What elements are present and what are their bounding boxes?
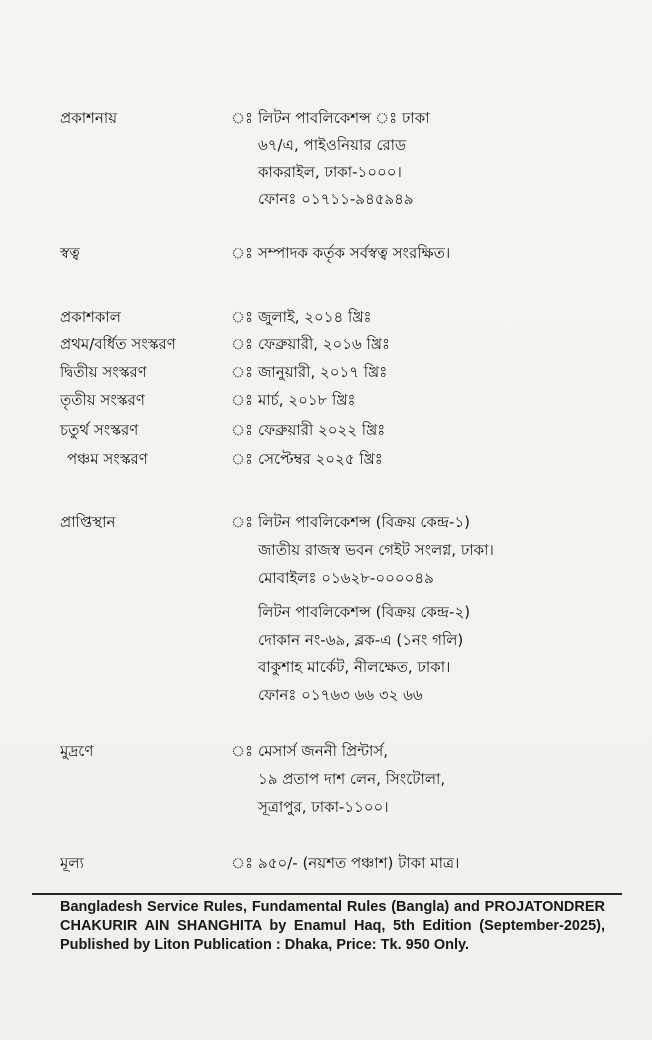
availability-label: প্রাপ্তিস্থান <box>60 513 116 531</box>
english-imprint-note: Bangladesh Service Rules, Fundamental Rules (Bangla) and PROJATONDRER CHAKURIR AIN SHANGHITA by Enamul Haq, 5th Edition (September-2025), Published by Liton Publication : Dhaka, Price: Tk. 950 Only. <box>60 899 605 953</box>
sales-center-2-phone: ফোনঃ ০১৭৬৩ ৬৬ ৩২ ৬৬ <box>258 686 423 704</box>
edition-label: পঞ্চম সংস্করণ <box>67 450 148 468</box>
rights-label: স্বত্ব <box>60 244 80 262</box>
edition-label: প্রকাশকাল <box>60 308 121 326</box>
sales-center-1-address: জাতীয় রাজস্ব ভবন গেইট সংলগ্ন, ঢাকা। <box>258 541 494 559</box>
edition-label: দ্বিতীয় সংস্করণ <box>60 363 147 381</box>
edition-date: সেপ্টেম্বর ২০২৫ খ্রিঃ <box>258 450 383 468</box>
edition-date: জুলাই, ২০১৪ খ্রিঃ <box>258 308 372 326</box>
edition-date: ফেব্রুয়ারী, ২০১৬ খ্রিঃ <box>258 335 390 353</box>
printer-address-text: ১৯ প্রতাপ দাশ লেন, সিংটোলা, <box>258 770 446 788</box>
colon-separator: ঃ <box>231 513 254 531</box>
colon-separator: ঃ <box>231 742 254 760</box>
colon-separator: ঃ <box>231 391 254 409</box>
publisher-label: প্রকাশনায় <box>60 109 118 127</box>
edition-date: জানুয়ারী, ২০১৭ খ্রিঃ <box>258 363 388 381</box>
sales-center-2-market: বাকুশাহ মার্কেট, নীলক্ষেত, ঢাকা। <box>258 658 451 676</box>
publisher-address-text: কাকরাইল, ঢাকা-১০০০। <box>258 163 402 181</box>
publisher-phone-text: ফোনঃ ০১৭১১-৯৪৫৯৪৯ <box>258 190 414 208</box>
colon-separator: ঃ <box>231 308 254 326</box>
sales-center-2-title: লিটন পাবলিকেশন্স (বিক্রয় কেন্দ্র-২) <box>258 603 471 621</box>
edition-label: তৃতীয় সংস্করণ <box>60 391 145 409</box>
edition-date: মার্চ, ২০১৮ খ্রিঃ <box>258 391 356 409</box>
colon-separator: ঃ <box>231 450 254 468</box>
publisher-name: লিটন পাবলিকেশন্স ঃ ঢাকা <box>258 109 430 127</box>
printing-label: মুদ্রণে <box>60 742 94 760</box>
colon-separator: ঃ <box>231 363 254 381</box>
rights-value: সম্পাদক কর্তৃক সর্বস্বত্ব সংরক্ষিত। <box>258 244 451 262</box>
colon-separator: ঃ <box>231 109 254 127</box>
price-value: ৯৫০/- (নয়শত পঞ্চাশ) টাকা মাত্র। <box>258 854 460 872</box>
edition-date: ফেব্রুয়ারী ২০২২ খ্রিঃ <box>258 421 386 439</box>
colon-separator: ঃ <box>231 854 254 872</box>
sales-center-1-title: লিটন পাবলিকেশন্স (বিক্রয় কেন্দ্র-১) <box>258 513 471 531</box>
colon-separator: ঃ <box>231 244 254 262</box>
printer-name: মেসার্স জননী প্রিন্টার্স, <box>258 742 389 760</box>
colon-separator: ঃ <box>231 421 254 439</box>
colon-separator: ঃ <box>231 335 254 353</box>
edition-label: চতুর্থ সংস্করণ <box>60 421 139 439</box>
edition-label: প্রথম/বর্ধিত সংস্করণ <box>60 335 176 353</box>
publisher-address-text: ৬৭/এ, পাইওনিয়ার রোড <box>258 136 407 154</box>
sales-center-2-shop: দোকান নং-৬৯, ব্লক-এ (১নং গলি) <box>258 631 464 649</box>
price-label: মূল্য <box>60 854 84 872</box>
divider <box>32 893 622 895</box>
printer-address-text: সূত্রাপুর, ঢাকা-১১০০। <box>258 798 389 816</box>
sales-center-1-mobile: মোবাইলঃ ০১৬২৮-০০০০৪৯ <box>258 569 434 587</box>
